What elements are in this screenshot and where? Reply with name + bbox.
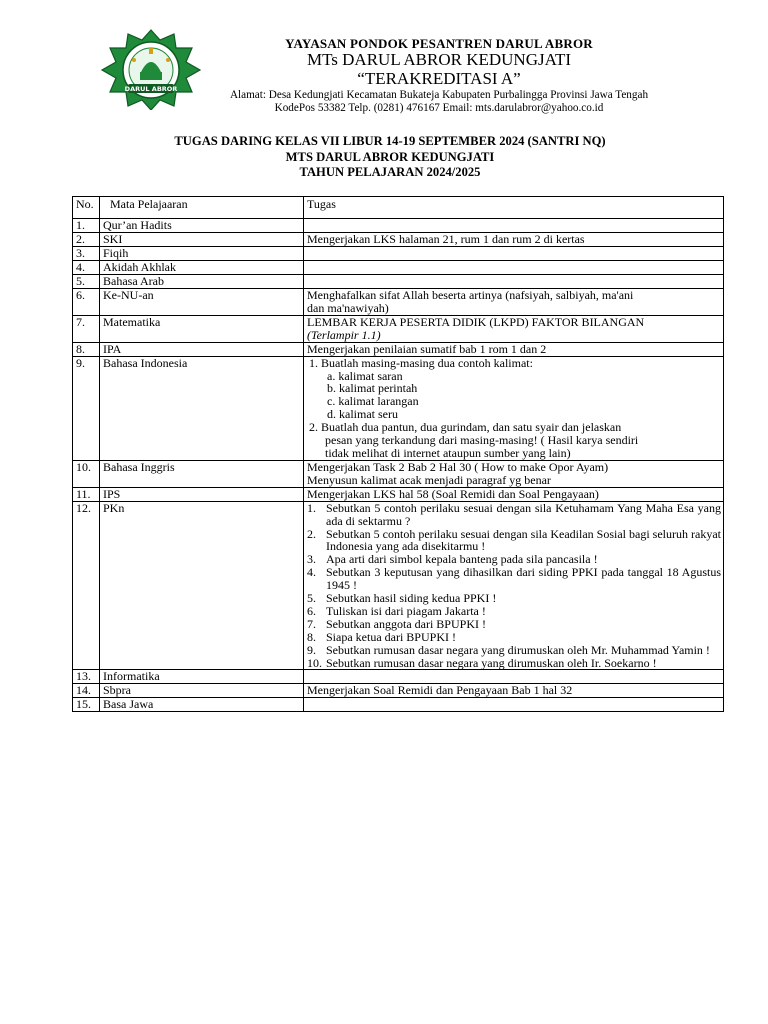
row-task <box>304 698 724 712</box>
row-subject: Ke-NU-an <box>100 289 304 316</box>
row-subject: Informatika <box>100 670 304 684</box>
list-item <box>307 657 721 670</box>
letterhead <box>0 0 768 120</box>
title-line-2: MTS DARUL ABROR KEDUNGJATI <box>285 149 495 164</box>
school-name: MTs DARUL ABROR KEDUNGJATI <box>306 50 572 69</box>
row-no: 8. <box>73 342 100 356</box>
item-text: Sebutkan 3 keputusan yang dihasilkan dari siding PPKI pada tanggal 18 Agustus 1945 ! <box>326 565 721 593</box>
table-row <box>73 233 724 247</box>
task-line: Menghafalkan sifat Allah beserta artinya (nafsiyah, salbiyah, ma'ani <box>307 288 634 302</box>
row-subject: Basa Jawa <box>100 698 304 712</box>
table-row <box>73 289 724 316</box>
table-row <box>73 356 724 460</box>
table-row <box>73 342 724 356</box>
item-text: Sebutkan hasil siding kedua PPKI ! <box>326 591 497 606</box>
row-subject: PKn <box>100 501 304 670</box>
row-subject: Akidah Akhlak <box>100 261 304 275</box>
row-no: 9. <box>73 356 100 460</box>
item-number: 2. <box>307 526 316 541</box>
table-row <box>73 247 724 261</box>
item-text: Siapa ketua dari BPUPKI ! <box>326 629 456 644</box>
row-subject: Sbpra <box>100 684 304 698</box>
row-subject: Fiqih <box>100 247 304 261</box>
title-line-1: TUGAS DARING KELAS VII LIBUR 14-19 SEPTEMBER 2024 (SANTRI NQ) <box>174 134 606 148</box>
row-task: Mengerjakan LKS hal 58 (Soal Remidi dan Soal Pengayaan) <box>304 487 724 501</box>
list-item <box>307 566 721 592</box>
row-no: 10. <box>73 460 100 487</box>
header-task: Tugas <box>304 197 724 219</box>
row-subject: Bahasa Inggris <box>100 460 304 487</box>
svg-text:DARUL ABROR: DARUL ABROR <box>124 85 178 93</box>
question-2-continued: pesan yang terkandung dari masing-masing! ( Hasil karya sendiri <box>325 433 639 448</box>
row-subject: Matematika <box>100 315 304 342</box>
question-1-item: a. kalimat saran <box>327 368 403 383</box>
row-no: 14. <box>73 684 100 698</box>
list-item <box>307 528 721 554</box>
row-task <box>304 261 724 275</box>
item-number: 9. <box>307 642 316 657</box>
accreditation-status: “TERAKREDITASI A” <box>357 69 521 88</box>
item-number: 5. <box>307 591 316 606</box>
row-task: Mengerjakan Soal Remidi dan Pengayaan Bab 1 hal 32 <box>304 684 724 698</box>
row-task <box>304 289 724 316</box>
list-item <box>307 502 721 528</box>
task-attachment-note: (Terlampir 1.1) <box>307 327 381 342</box>
item-text: Sebutkan anggota dari BPUPKI ! <box>326 616 486 631</box>
row-subject: IPA <box>100 342 304 356</box>
row-task <box>304 219 724 233</box>
table-row <box>73 670 724 684</box>
row-task <box>304 247 724 261</box>
question-1: 1. Buatlah masing-masing dua contoh kalimat: <box>309 355 533 370</box>
question-2: 2. Buatlah dua pantun, dua gurindam, dan satu syair dan jelaskan <box>309 420 622 435</box>
header-subject: Mata Pelajaaran <box>100 197 304 219</box>
header-no: No. <box>73 197 100 219</box>
item-number: 7. <box>307 616 316 631</box>
row-task: Mengerjakan penilaian sumatif bab 1 rom 1 dan 2 <box>304 342 724 356</box>
question-1-item: b. kalimat perintah <box>327 381 418 396</box>
table-row <box>73 698 724 712</box>
item-number: 6. <box>307 603 316 618</box>
row-task <box>304 501 724 670</box>
item-text: Sebutkan 5 contoh perilaku sesuai dengan sila Keadilan Sosial bagi seluruh rakyat Indonesia yang ada disekitarmu ! <box>326 526 721 554</box>
row-no: 12. <box>73 501 100 670</box>
table-row <box>73 501 724 670</box>
table-row <box>73 275 724 289</box>
item-number: 3. <box>307 552 316 567</box>
row-no: 3. <box>73 247 100 261</box>
row-no: 7. <box>73 315 100 342</box>
table-row <box>73 684 724 698</box>
row-no: 5. <box>73 275 100 289</box>
question-2-continued: tidak melihat di internet ataupun sumber yang lain) <box>325 445 571 460</box>
item-text: Sebutkan rumusan dasar negara yang dirumuskan oleh Mr. Muhammad Yamin ! <box>326 642 710 657</box>
row-no: 13. <box>73 670 100 684</box>
table-row <box>73 487 724 501</box>
row-task: Mengerjakan LKS halaman 21, rum 1 dan rum 2 di kertas <box>304 233 724 247</box>
item-text: Sebutkan rumusan dasar negara yang dirumuskan oleh Ir. Soekarno ! <box>326 655 657 670</box>
item-number: 8. <box>307 629 316 644</box>
table-row <box>73 219 724 233</box>
row-task <box>304 315 724 342</box>
row-subject: Bahasa Arab <box>100 275 304 289</box>
document-title <box>60 134 720 181</box>
row-subject: IPS <box>100 487 304 501</box>
row-subject: SKI <box>100 233 304 247</box>
question-1-item: c. kalimat larangan <box>327 394 419 409</box>
item-text: Apa arti dari simbol kepala banteng pada sila pancasila ! <box>326 552 598 567</box>
item-number: 4. <box>307 565 316 580</box>
row-no: 6. <box>73 289 100 316</box>
task-line: LEMBAR KERJA PESERTA DIDIK (LKPD) FAKTOR BILANGAN <box>307 314 645 329</box>
row-no: 11. <box>73 487 100 501</box>
address-line: Alamat: Desa Kedungjati Kecamatan Bukateja Kabupaten Purbalingga Provinsi Jawa Tengah <box>229 89 649 101</box>
row-no: 15. <box>73 698 100 712</box>
row-subject: Qur’an Hadits <box>100 219 304 233</box>
contact-line: KodePos 53382 Telp. (0281) 476167 Email: mts.darulabror@yahoo.co.id <box>274 102 604 114</box>
item-number: 1. <box>307 500 316 515</box>
table-row <box>73 315 724 342</box>
task-line: dan ma'nawiyah) <box>307 300 389 315</box>
task-line: Menyusun kalimat acak menjadi paragraf yg benar <box>307 472 551 487</box>
foundation-name: YAYASAN PONDOK PESANTREN DARUL ABROR <box>285 36 593 51</box>
row-no: 2. <box>73 233 100 247</box>
question-1-item: d. kalimat seru <box>327 407 398 422</box>
row-task <box>304 460 724 487</box>
item-number: 10. <box>307 655 322 670</box>
row-subject: Bahasa Indonesia <box>100 356 304 460</box>
row-no: 4. <box>73 261 100 275</box>
row-task <box>304 670 724 684</box>
table-row <box>73 460 724 487</box>
table-row <box>73 261 724 275</box>
item-text: Tuliskan isi dari piagam Jakarta ! <box>326 603 486 618</box>
item-text: Sebutkan 5 contoh perilaku sesuai dengan sila Ketuhamam Yang Maha Esa yang ada di sektarmu ? <box>326 500 721 528</box>
row-task <box>304 275 724 289</box>
school-logo <box>96 26 206 110</box>
row-task <box>304 356 724 460</box>
title-line-3: TAHUN PELAJARAN 2024/2025 <box>299 165 481 179</box>
table-header-row <box>73 197 724 219</box>
assignment-table <box>72 196 724 712</box>
task-line: Mengerjakan Task 2 Bab 2 Hal 30 ( How to make Opor Ayam) <box>307 459 609 474</box>
row-no: 1. <box>73 219 100 233</box>
pkn-question-list <box>307 502 721 670</box>
